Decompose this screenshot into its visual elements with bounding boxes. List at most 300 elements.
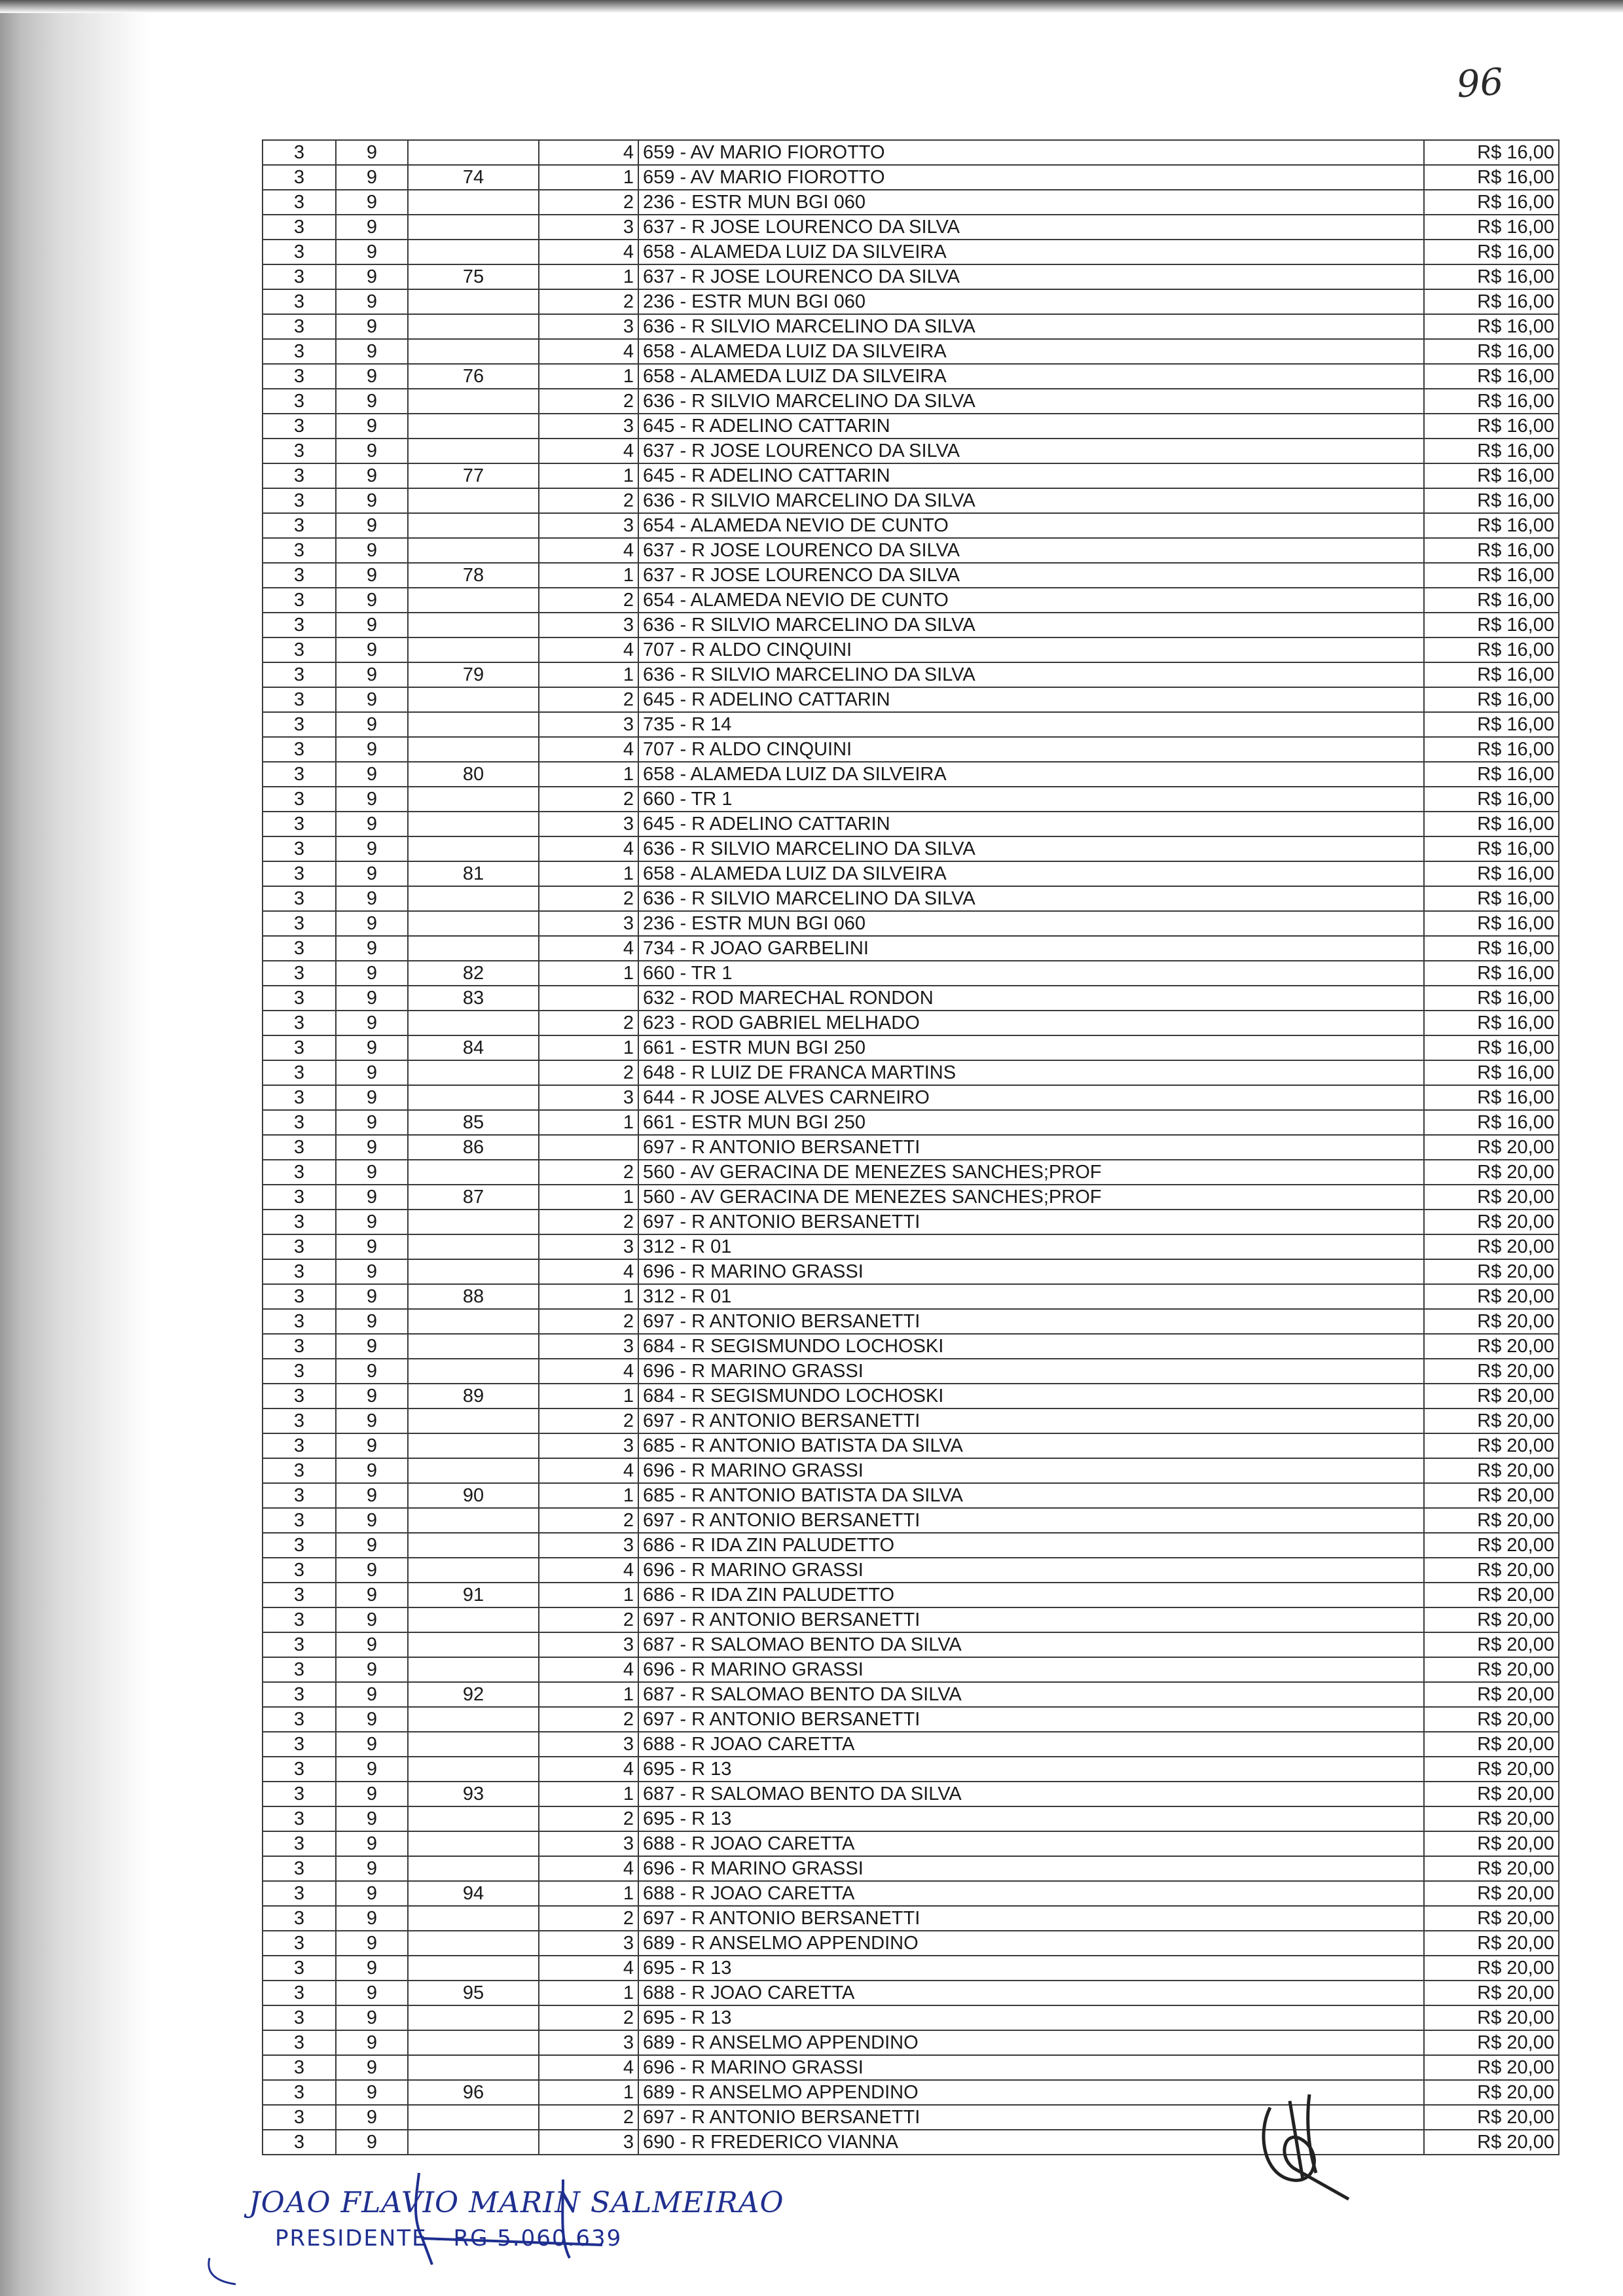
col-group-cell: 3 (263, 240, 336, 264)
col-value-cell: R$ 20,00 (1424, 1533, 1559, 1558)
col-value-cell: R$ 20,00 (1424, 1831, 1559, 1856)
col-street-cell: 658 - ALAMEDA LUIZ DA SILVEIRA (638, 861, 1424, 886)
table-row (263, 414, 1559, 439)
col-block-cell: 80 (408, 762, 539, 787)
col-street-cell: 696 - R MARINO GRASSI (638, 2055, 1424, 2080)
col-value-cell: R$ 16,00 (1424, 1060, 1559, 1085)
col-block-cell (408, 190, 539, 215)
table-row (263, 538, 1559, 563)
col-value-cell: R$ 20,00 (1424, 2055, 1559, 2080)
table-row (263, 364, 1559, 389)
col-group-cell: 3 (263, 2130, 336, 2155)
col-value-cell: R$ 20,00 (1424, 1732, 1559, 1757)
initials-signature-icon (1244, 2081, 1375, 2212)
table-row (263, 488, 1559, 513)
col-side-cell: 2 (539, 1210, 638, 1234)
col-group-cell: 3 (263, 1309, 336, 1334)
col-value-cell: R$ 16,00 (1424, 165, 1559, 190)
col-group-cell: 3 (263, 886, 336, 911)
col-group-cell: 3 (263, 812, 336, 836)
col-value-cell: R$ 16,00 (1424, 961, 1559, 986)
col-street-cell: 684 - R SEGISMUNDO LOCHOSKI (638, 1384, 1424, 1408)
col-street-cell: 695 - R 13 (638, 1956, 1424, 1981)
col-side-cell: 4 (539, 240, 638, 264)
table-row (263, 1856, 1559, 1881)
col-block-cell (408, 140, 539, 165)
col-group-cell: 3 (263, 1707, 336, 1732)
col-group-cell: 3 (263, 588, 336, 613)
president-signature-stamp (196, 2160, 851, 2291)
table-row (263, 861, 1559, 886)
col-street-cell: 637 - R JOSE LOURENCO DA SILVA (638, 538, 1424, 563)
col-street-cell: 707 - R ALDO CINQUINI (638, 637, 1424, 662)
table-row (263, 1035, 1559, 1060)
col-block-cell: 92 (408, 1682, 539, 1707)
col-side-cell: 1 (539, 1483, 638, 1508)
table-row (263, 1757, 1559, 1782)
col-side-cell (539, 1135, 638, 1160)
col-group-cell: 3 (263, 1433, 336, 1458)
col-value-cell: R$ 20,00 (1424, 1160, 1559, 1185)
col-street-cell: 236 - ESTR MUN BGI 060 (638, 289, 1424, 314)
col-side-cell: 1 (539, 1682, 638, 1707)
table-row (263, 936, 1559, 961)
col-value-cell: R$ 16,00 (1424, 439, 1559, 463)
col-side-cell: 4 (539, 2055, 638, 2080)
col-side-cell: 3 (539, 2130, 638, 2155)
col-sector-cell: 9 (336, 2030, 408, 2055)
col-sector-cell: 9 (336, 1458, 408, 1483)
col-value-cell: R$ 16,00 (1424, 787, 1559, 812)
col-side-cell: 3 (539, 414, 638, 439)
col-block-cell (408, 1359, 539, 1384)
col-sector-cell: 9 (336, 1956, 408, 1981)
col-block-cell (408, 439, 539, 463)
table-row (263, 687, 1559, 712)
col-side-cell: 3 (539, 1334, 638, 1359)
col-block-cell: 83 (408, 986, 539, 1011)
table-row (263, 836, 1559, 861)
col-group-cell: 3 (263, 140, 336, 165)
col-side-cell: 4 (539, 538, 638, 563)
col-group-cell: 3 (263, 1359, 336, 1384)
col-block-cell: 86 (408, 1135, 539, 1160)
col-group-cell: 3 (263, 1483, 336, 1508)
col-value-cell: R$ 16,00 (1424, 389, 1559, 414)
col-block-cell: 90 (408, 1483, 539, 1508)
col-value-cell: R$ 20,00 (1424, 1757, 1559, 1782)
col-group-cell: 3 (263, 961, 336, 986)
col-side-cell: 4 (539, 1458, 638, 1483)
col-sector-cell: 9 (336, 1881, 408, 1906)
col-value-cell: R$ 20,00 (1424, 1384, 1559, 1408)
col-side-cell: 4 (539, 1259, 638, 1284)
col-block-cell (408, 1806, 539, 1831)
col-street-cell: 654 - ALAMEDA NEVIO DE CUNTO (638, 588, 1424, 613)
table-row (263, 190, 1559, 215)
col-block-cell (408, 1259, 539, 1284)
col-group-cell: 3 (263, 488, 336, 513)
col-street-cell: 687 - R SALOMAO BENTO DA SILVA (638, 1682, 1424, 1707)
col-side-cell: 3 (539, 2030, 638, 2055)
col-group-cell: 3 (263, 836, 336, 861)
col-value-cell: R$ 16,00 (1424, 662, 1559, 687)
col-group-cell: 3 (263, 2030, 336, 2055)
col-sector-cell: 9 (336, 986, 408, 1011)
col-side-cell: 3 (539, 1433, 638, 1458)
col-street-cell: 686 - R IDA ZIN PALUDETTO (638, 1583, 1424, 1607)
col-sector-cell: 9 (336, 1284, 408, 1309)
table-row (263, 1508, 1559, 1533)
col-side-cell: 3 (539, 1732, 638, 1757)
col-street-cell: 696 - R MARINO GRASSI (638, 1259, 1424, 1284)
col-street-cell: 697 - R ANTONIO BERSANETTI (638, 2105, 1424, 2130)
col-side-cell: 2 (539, 886, 638, 911)
col-block-cell (408, 613, 539, 637)
col-sector-cell: 9 (336, 911, 408, 936)
col-value-cell: R$ 16,00 (1424, 364, 1559, 389)
col-block-cell: 87 (408, 1185, 539, 1210)
col-side-cell: 2 (539, 389, 638, 414)
col-block-cell (408, 513, 539, 538)
table-row (263, 289, 1559, 314)
col-side-cell: 1 (539, 1110, 638, 1135)
col-block-cell (408, 1632, 539, 1657)
table-row (263, 812, 1559, 836)
col-group-cell: 3 (263, 414, 336, 439)
col-sector-cell: 9 (336, 289, 408, 314)
col-block-cell (408, 936, 539, 961)
col-street-cell: 697 - R ANTONIO BERSANETTI (638, 1508, 1424, 1533)
col-value-cell: R$ 16,00 (1424, 215, 1559, 240)
table-row (263, 712, 1559, 737)
col-value-cell: R$ 16,00 (1424, 687, 1559, 712)
table-row (263, 240, 1559, 264)
col-block-cell (408, 1856, 539, 1881)
col-block-cell (408, 314, 539, 339)
col-block-cell (408, 289, 539, 314)
col-block-cell: 75 (408, 264, 539, 289)
col-value-cell: R$ 16,00 (1424, 836, 1559, 861)
col-block-cell: 78 (408, 563, 539, 588)
col-side-cell: 2 (539, 1408, 638, 1433)
col-block-cell (408, 1732, 539, 1757)
col-sector-cell: 9 (336, 1160, 408, 1185)
col-sector-cell: 9 (336, 637, 408, 662)
scan-binding-shadow (0, 0, 151, 2296)
col-street-cell: 697 - R ANTONIO BERSANETTI (638, 1309, 1424, 1334)
col-value-cell: R$ 16,00 (1424, 190, 1559, 215)
col-group-cell: 3 (263, 1060, 336, 1085)
col-street-cell: 696 - R MARINO GRASSI (638, 1657, 1424, 1682)
col-block-cell: 79 (408, 662, 539, 687)
col-street-cell: 695 - R 13 (638, 1806, 1424, 1831)
col-side-cell: 1 (539, 563, 638, 588)
col-street-cell: 696 - R MARINO GRASSI (638, 1458, 1424, 1483)
col-block-cell (408, 2055, 539, 2080)
col-value-cell: R$ 16,00 (1424, 240, 1559, 264)
col-sector-cell: 9 (336, 2055, 408, 2080)
col-sector-cell: 9 (336, 563, 408, 588)
col-block-cell (408, 812, 539, 836)
col-block-cell (408, 1011, 539, 1035)
col-block-cell (408, 414, 539, 439)
table-row (263, 1384, 1559, 1408)
col-street-cell: 735 - R 14 (638, 712, 1424, 737)
col-street-cell: 687 - R SALOMAO BENTO DA SILVA (638, 1782, 1424, 1806)
col-value-cell: R$ 20,00 (1424, 1558, 1559, 1583)
col-block-cell (408, 1657, 539, 1682)
table-row (263, 588, 1559, 613)
street-tariff-table (262, 139, 1559, 2155)
col-street-cell: 312 - R 01 (638, 1284, 1424, 1309)
col-block-cell (408, 1334, 539, 1359)
table-row (263, 1234, 1559, 1259)
col-sector-cell: 9 (336, 488, 408, 513)
col-street-cell: 688 - R JOAO CARETTA (638, 1981, 1424, 2005)
col-side-cell: 4 (539, 737, 638, 762)
col-side-cell: 1 (539, 1881, 638, 1906)
col-sector-cell: 9 (336, 613, 408, 637)
col-block-cell (408, 1558, 539, 1583)
col-block-cell (408, 886, 539, 911)
table-row (263, 911, 1559, 936)
table-row (263, 1259, 1559, 1284)
col-value-cell: R$ 20,00 (1424, 1583, 1559, 1607)
col-block-cell: 94 (408, 1881, 539, 1906)
col-block-cell: 89 (408, 1384, 539, 1408)
col-street-cell: 689 - R ANSELMO APPENDINO (638, 2030, 1424, 2055)
table-row (263, 389, 1559, 414)
col-side-cell: 2 (539, 1011, 638, 1035)
col-side-cell: 1 (539, 1583, 638, 1607)
col-street-cell: 688 - R JOAO CARETTA (638, 1831, 1424, 1856)
col-sector-cell: 9 (336, 215, 408, 240)
col-block-cell: 76 (408, 364, 539, 389)
col-value-cell: R$ 20,00 (1424, 1284, 1559, 1309)
col-street-cell: 636 - R SILVIO MARCELINO DA SILVA (638, 314, 1424, 339)
table-row (263, 762, 1559, 787)
col-street-cell: 560 - AV GERACINA DE MENEZES SANCHES;PROF (638, 1185, 1424, 1210)
table-row (263, 1210, 1559, 1234)
col-block-cell (408, 1433, 539, 1458)
table-row (263, 1782, 1559, 1806)
col-sector-cell: 9 (336, 1259, 408, 1284)
col-group-cell: 3 (263, 389, 336, 414)
col-street-cell: 236 - ESTR MUN BGI 060 (638, 190, 1424, 215)
col-block-cell (408, 339, 539, 364)
col-street-cell: 688 - R JOAO CARETTA (638, 1732, 1424, 1757)
col-value-cell: R$ 20,00 (1424, 1981, 1559, 2005)
col-value-cell: R$ 20,00 (1424, 2130, 1559, 2155)
col-value-cell: R$ 20,00 (1424, 1259, 1559, 1284)
col-value-cell: R$ 16,00 (1424, 414, 1559, 439)
col-value-cell: R$ 20,00 (1424, 1408, 1559, 1433)
col-sector-cell: 9 (336, 1309, 408, 1334)
col-sector-cell: 9 (336, 1110, 408, 1135)
col-side-cell: 3 (539, 1931, 638, 1956)
col-group-cell: 3 (263, 662, 336, 687)
col-sector-cell: 9 (336, 1533, 408, 1558)
col-value-cell: R$ 20,00 (1424, 2005, 1559, 2030)
col-block-cell (408, 1234, 539, 1259)
col-group-cell: 3 (263, 1906, 336, 1931)
col-group-cell: 3 (263, 1035, 336, 1060)
col-value-cell: R$ 16,00 (1424, 762, 1559, 787)
col-street-cell: 684 - R SEGISMUNDO LOCHOSKI (638, 1334, 1424, 1359)
table-row (263, 314, 1559, 339)
col-value-cell: R$ 20,00 (1424, 1234, 1559, 1259)
table-row (263, 1085, 1559, 1110)
col-block-cell (408, 911, 539, 936)
col-street-cell: 636 - R SILVIO MARCELINO DA SILVA (638, 662, 1424, 687)
col-sector-cell: 9 (336, 140, 408, 165)
table-row (263, 637, 1559, 662)
col-street-cell: 661 - ESTR MUN BGI 250 (638, 1110, 1424, 1135)
col-value-cell: R$ 20,00 (1424, 2105, 1559, 2130)
col-group-cell: 3 (263, 1607, 336, 1632)
col-block-cell (408, 1931, 539, 1956)
table-row (263, 1806, 1559, 1831)
col-group-cell: 3 (263, 1757, 336, 1782)
col-value-cell: R$ 20,00 (1424, 1483, 1559, 1508)
col-group-cell: 3 (263, 463, 336, 488)
col-block-cell: 88 (408, 1284, 539, 1309)
col-side-cell: 3 (539, 1533, 638, 1558)
col-sector-cell: 9 (336, 1558, 408, 1583)
col-side-cell: 3 (539, 911, 638, 936)
col-block-cell: 74 (408, 165, 539, 190)
col-group-cell: 3 (263, 1657, 336, 1682)
col-street-cell: 686 - R IDA ZIN PALUDETTO (638, 1533, 1424, 1558)
col-value-cell: R$ 20,00 (1424, 1956, 1559, 1981)
col-block-cell (408, 389, 539, 414)
col-side-cell: 3 (539, 712, 638, 737)
col-group-cell: 3 (263, 1533, 336, 1558)
table-body (263, 140, 1559, 2155)
col-sector-cell: 9 (336, 463, 408, 488)
col-block-cell (408, 1831, 539, 1856)
col-street-cell: 696 - R MARINO GRASSI (638, 1558, 1424, 1583)
col-group-cell: 3 (263, 1981, 336, 2005)
col-sector-cell: 9 (336, 1234, 408, 1259)
col-side-cell: 3 (539, 314, 638, 339)
col-value-cell: R$ 20,00 (1424, 2080, 1559, 2105)
col-side-cell: 2 (539, 1309, 638, 1334)
table-row (263, 563, 1559, 588)
col-block-cell (408, 1160, 539, 1185)
col-side-cell: 1 (539, 1185, 638, 1210)
col-street-cell: 623 - ROD GABRIEL MELHADO (638, 1011, 1424, 1035)
col-sector-cell: 9 (336, 1210, 408, 1234)
col-sector-cell: 9 (336, 1707, 408, 1732)
col-value-cell: R$ 16,00 (1424, 613, 1559, 637)
col-side-cell: 3 (539, 1234, 638, 1259)
col-value-cell: R$ 16,00 (1424, 339, 1559, 364)
col-sector-cell: 9 (336, 1433, 408, 1458)
col-group-cell: 3 (263, 1011, 336, 1035)
col-block-cell (408, 488, 539, 513)
col-sector-cell: 9 (336, 737, 408, 762)
col-street-cell: 645 - R ADELINO CATTARIN (638, 687, 1424, 712)
table-row (263, 1135, 1559, 1160)
col-side-cell: 4 (539, 140, 638, 165)
col-value-cell: R$ 16,00 (1424, 1035, 1559, 1060)
col-side-cell: 1 (539, 264, 638, 289)
col-group-cell: 3 (263, 1856, 336, 1881)
col-sector-cell: 9 (336, 662, 408, 687)
col-group-cell: 3 (263, 1135, 336, 1160)
table-row (263, 1110, 1559, 1135)
col-value-cell: R$ 20,00 (1424, 1210, 1559, 1234)
col-value-cell: R$ 16,00 (1424, 513, 1559, 538)
col-street-cell: 637 - R JOSE LOURENCO DA SILVA (638, 563, 1424, 588)
col-value-cell: R$ 20,00 (1424, 1135, 1559, 1160)
col-value-cell: R$ 20,00 (1424, 1607, 1559, 1632)
col-sector-cell: 9 (336, 1408, 408, 1433)
col-value-cell: R$ 16,00 (1424, 637, 1559, 662)
table-row (263, 1359, 1559, 1384)
col-side-cell: 1 (539, 1035, 638, 1060)
col-group-cell: 3 (263, 364, 336, 389)
col-block-cell (408, 2030, 539, 2055)
col-street-cell: 654 - ALAMEDA NEVIO DE CUNTO (638, 513, 1424, 538)
col-street-cell: 637 - R JOSE LOURENCO DA SILVA (638, 215, 1424, 240)
col-street-cell: 636 - R SILVIO MARCELINO DA SILVA (638, 613, 1424, 637)
col-sector-cell: 9 (336, 1359, 408, 1384)
col-block-cell (408, 2005, 539, 2030)
col-group-cell: 3 (263, 1334, 336, 1359)
col-side-cell: 4 (539, 1657, 638, 1682)
col-side-cell: 2 (539, 588, 638, 613)
col-block-cell (408, 712, 539, 737)
col-street-cell: 636 - R SILVIO MARCELINO DA SILVA (638, 836, 1424, 861)
col-side-cell: 4 (539, 836, 638, 861)
col-sector-cell: 9 (336, 364, 408, 389)
col-block-cell (408, 1085, 539, 1110)
col-sector-cell: 9 (336, 1334, 408, 1359)
col-value-cell: R$ 20,00 (1424, 1707, 1559, 1732)
col-group-cell: 3 (263, 1782, 336, 1806)
col-value-cell: R$ 20,00 (1424, 1906, 1559, 1931)
table-row (263, 463, 1559, 488)
table-row (263, 1657, 1559, 1682)
col-street-cell: 637 - R JOSE LOURENCO DA SILVA (638, 439, 1424, 463)
col-group-cell: 3 (263, 1632, 336, 1657)
col-sector-cell: 9 (336, 264, 408, 289)
col-sector-cell: 9 (336, 1782, 408, 1806)
col-block-cell: 93 (408, 1782, 539, 1806)
col-group-cell: 3 (263, 861, 336, 886)
col-group-cell: 3 (263, 2105, 336, 2130)
col-block-cell (408, 1906, 539, 1931)
col-sector-cell: 9 (336, 1384, 408, 1408)
col-value-cell: R$ 20,00 (1424, 1309, 1559, 1334)
col-block-cell: 84 (408, 1035, 539, 1060)
table-row (263, 1011, 1559, 1035)
col-group-cell: 3 (263, 1831, 336, 1856)
table-row (263, 1956, 1559, 1981)
col-value-cell: R$ 16,00 (1424, 314, 1559, 339)
col-side-cell (539, 986, 638, 1011)
col-block-cell (408, 1458, 539, 1483)
table-row (263, 1931, 1559, 1956)
col-side-cell: 3 (539, 1085, 638, 1110)
col-group-cell: 3 (263, 762, 336, 787)
col-street-cell: 697 - R ANTONIO BERSANETTI (638, 1210, 1424, 1234)
col-group-cell: 3 (263, 1234, 336, 1259)
col-group-cell: 3 (263, 613, 336, 637)
